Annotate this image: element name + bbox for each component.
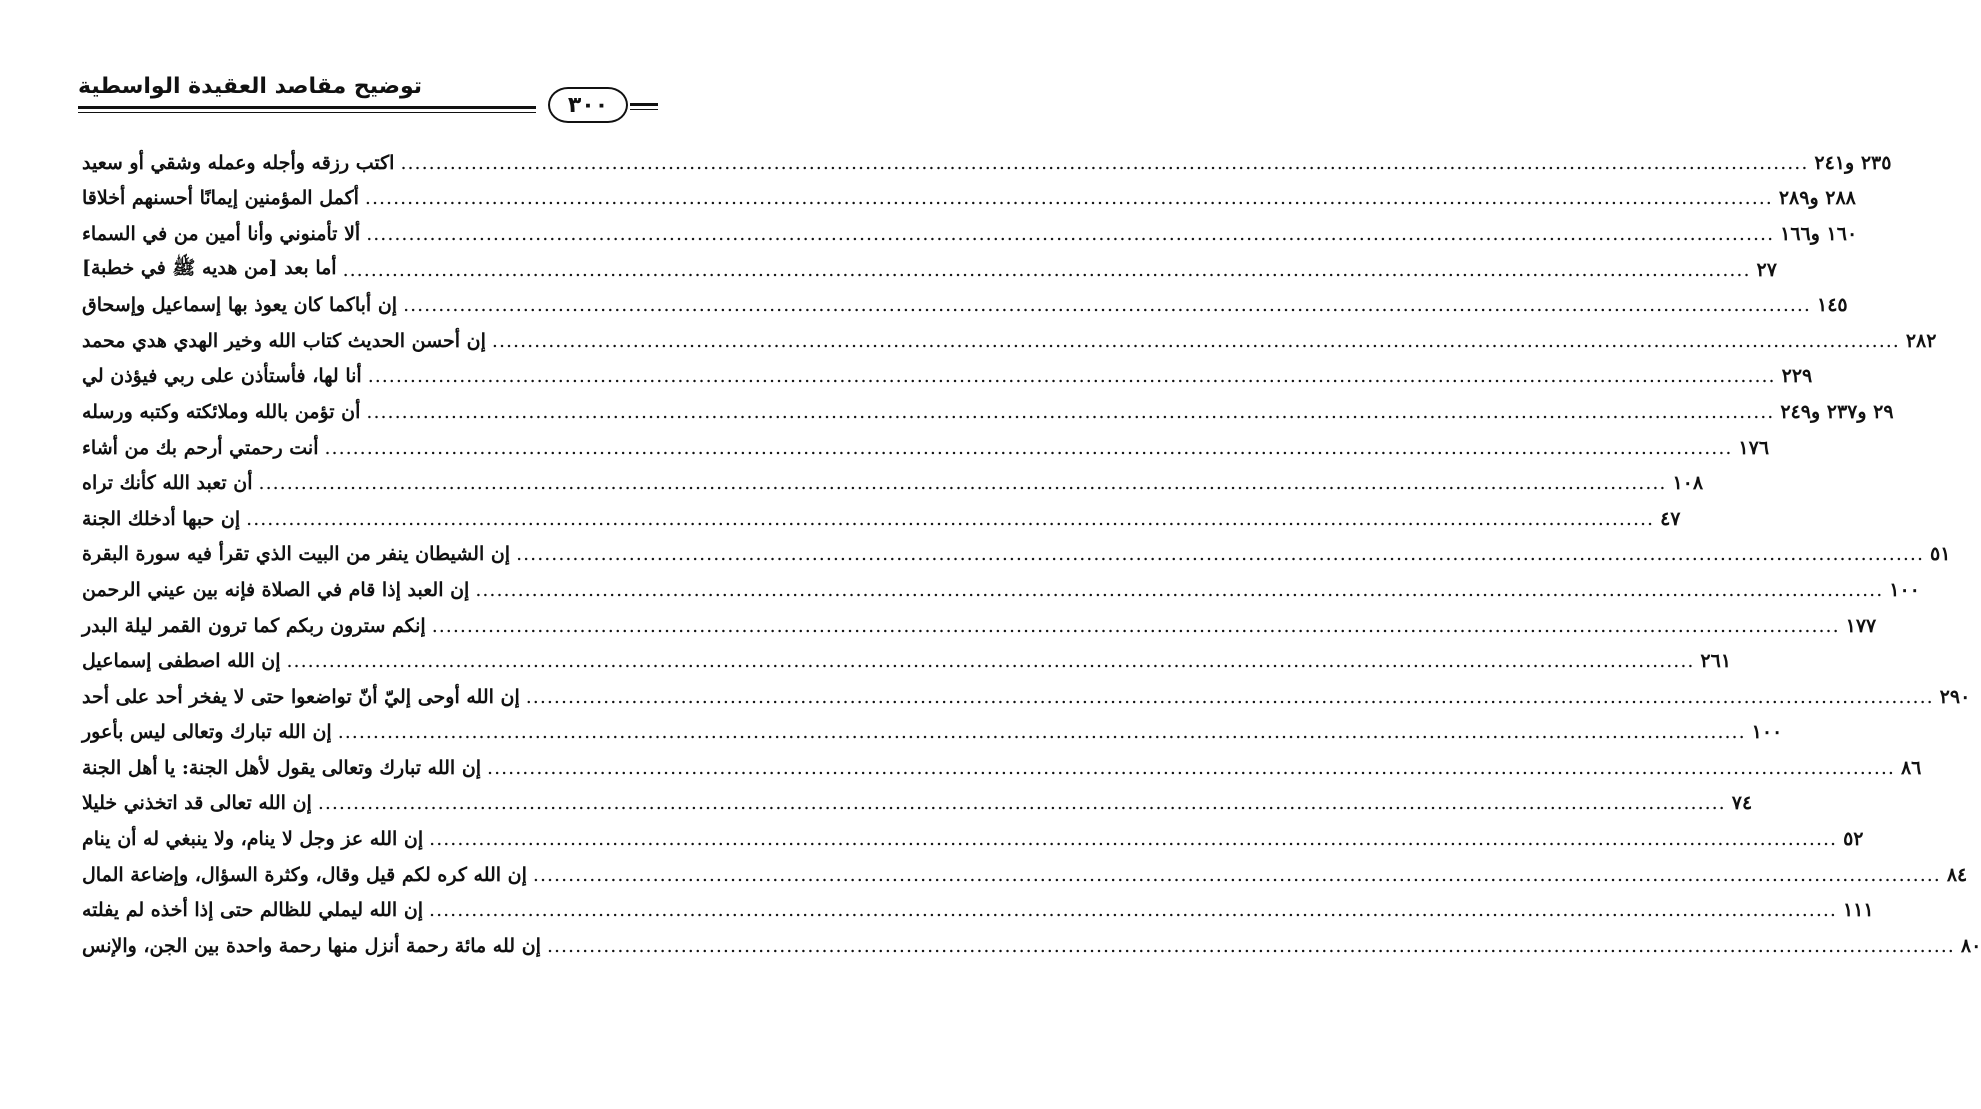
hadith-text: أكمل المؤمنين إيمانًا أحسنهم أخلاقا	[82, 187, 359, 210]
index-entry	[82, 643, 1732, 679]
hadith-text: إن حبها أدخلك الجنة	[82, 507, 241, 530]
index-entry	[82, 679, 1971, 715]
index-entry	[82, 750, 1922, 786]
leader-dots: ........................................................................................................................................................................................................	[403, 294, 1811, 317]
hadith-text: إن الله اصطفى إسماعيل	[82, 650, 281, 673]
hadith-text: أنت رحمتي أرحم بك من أشاء	[82, 436, 319, 459]
page-refs: ١٠٠	[1751, 721, 1783, 744]
page-refs: ٨٠	[1960, 934, 1981, 957]
running-title: توضيح مقاصد العقيدة الواسطية	[78, 74, 423, 99]
hadith-text: إن الله تبارك وتعالى ليس بأعور	[82, 721, 332, 744]
leader-dots: ........................................................................................................................................................................................................	[516, 543, 1925, 566]
leader-dots: ........................................................................................................................................................................................................	[525, 685, 1934, 708]
hadith-index-list	[82, 145, 1981, 964]
hadith-text: إن العبد إذا قام في الصلاة فإنه بين عيني الرحمن	[82, 578, 470, 601]
page-refs: ٨٦	[1900, 756, 1922, 779]
page-number-badge	[548, 87, 628, 123]
index-entry	[82, 928, 1981, 964]
page-number-rule-thick	[630, 103, 658, 106]
index-entry	[82, 821, 1864, 857]
hadith-text: إن الله ليملي للظالم حتى إذا أخذه لم يفلته	[82, 899, 424, 922]
index-entry	[82, 572, 1920, 608]
index-entry	[82, 145, 1892, 181]
page-header	[78, 70, 658, 134]
hadith-text: أنا لها، فأستأذن على ربي فيؤذن لي	[82, 365, 362, 388]
hadith-text: أما بعد [من هديه ﷺ في خطبة]	[82, 256, 337, 279]
leader-dots: ........................................................................................................................................................................................................	[324, 436, 1733, 459]
index-entry	[82, 430, 1770, 466]
leader-dots: ........................................................................................................................................................................................................	[429, 899, 1837, 922]
page-refs: ٢٦١	[1700, 650, 1732, 673]
page-refs: ٥١	[1930, 543, 1951, 566]
page-refs: ٤٧	[1660, 507, 1681, 530]
header-rule-thick	[78, 106, 536, 109]
hadith-text: ألا تأمنوني وأنا أمين من في السماء	[82, 222, 361, 245]
page-refs: ١٧٦	[1738, 436, 1770, 459]
index-entry	[82, 465, 1704, 501]
index-entry	[82, 287, 1848, 323]
page-refs: ٢٢٩	[1781, 365, 1813, 388]
hadith-text: إن الله تبارك وتعالى يقول لأهل الجنة: يا أهل الجنة	[82, 756, 482, 779]
hadith-text: إن أباكما كان يعوذ بها إسماعيل وإسحاق	[82, 294, 398, 317]
index-entry	[82, 216, 1858, 252]
page-refs: ٢٩٠	[1939, 685, 1971, 708]
index-entry	[82, 181, 1856, 217]
page-refs: ٢٨٢	[1905, 329, 1937, 352]
leader-dots: ........................................................................................................................................................................................................	[400, 151, 1809, 174]
page-refs: ١١١	[1842, 899, 1874, 922]
index-entry	[82, 323, 1937, 359]
leader-dots: ........................................................................................................................................................................................................	[286, 650, 1695, 673]
hadith-text: إن الله عز وجل لا ينام، ولا ينبغي له أن ينام	[82, 828, 424, 851]
page-refs: ٧٤	[1731, 792, 1753, 815]
hadith-text: أن تؤمن بالله وملائكته وكتبه ورسله	[82, 400, 361, 423]
leader-dots: ........................................................................................................................................................................................................	[532, 863, 1941, 886]
index-entry	[82, 786, 1753, 822]
hadith-text: أن تعبد الله كأنك تراه	[82, 472, 253, 495]
leader-dots: ........................................................................................................................................................................................................	[364, 187, 1773, 210]
page-number-rule-thin	[630, 109, 658, 110]
leader-dots: ........................................................................................................................................................................................................	[367, 365, 1776, 388]
page-refs: ٢٩ و٢٣٧ و٢٤٩	[1780, 400, 1894, 423]
index-entry	[82, 394, 1894, 430]
index-entry	[82, 608, 1877, 644]
index-entry	[82, 715, 1783, 751]
hadith-text: إنكم سترون ربكم كما ترون القمر ليلة البدر	[82, 614, 426, 637]
index-entry	[82, 537, 1951, 573]
index-entry	[82, 359, 1813, 395]
index-entry	[82, 501, 1681, 537]
leader-dots: ........................................................................................................................................................................................................	[429, 828, 1838, 851]
index-entry	[82, 857, 1968, 893]
page-number: ٣٠٠	[567, 92, 609, 118]
index-entry	[82, 252, 1777, 288]
leader-dots: ........................................................................................................................................................................................................	[475, 578, 1884, 601]
header-rule-thin	[78, 112, 536, 113]
page-refs: ١٦٠ و١٦٦	[1780, 222, 1858, 245]
page-refs: ٢٣٥ و٢٤١	[1814, 151, 1892, 174]
leader-dots: ........................................................................................................................................................................................................	[491, 329, 1900, 352]
leader-dots: ........................................................................................................................................................................................................	[431, 614, 1840, 637]
page-refs: ٨٤	[1946, 863, 1968, 886]
page-refs: ٥٢	[1843, 828, 1864, 851]
hadith-text: إن الله تعالى قد اتخذني خليلا	[82, 792, 312, 815]
leader-dots: ........................................................................................................................................................................................................	[487, 756, 1895, 779]
hadith-text: إن لله مائة رحمة أنزل منها رحمة واحدة بين الجن، والإنس	[82, 934, 541, 957]
page-refs: ١٧٧	[1845, 614, 1877, 637]
leader-dots: ........................................................................................................................................................................................................	[337, 721, 1746, 744]
page-refs: ١٠٠	[1889, 578, 1920, 601]
index-entry	[82, 892, 1874, 928]
leader-dots: ........................................................................................................................................................................................................	[342, 258, 1751, 281]
hadith-text: اكتب رزقه وأجله وعمله وشقي أو سعيد	[82, 151, 395, 174]
page-refs: ٢٨٨ و٢٨٩	[1778, 187, 1856, 210]
leader-dots: ........................................................................................................................................................................................................	[317, 792, 1726, 815]
leader-dots: ........................................................................................................................................................................................................	[366, 222, 1775, 245]
page-refs: ٢٧	[1756, 258, 1777, 281]
leader-dots: ........................................................................................................................................................................................................	[366, 400, 1775, 423]
hadith-text: إن الله كره لكم قيل وقال، وكثرة السؤال، وإضاعة المال	[82, 863, 527, 886]
leader-dots: ........................................................................................................................................................................................................	[246, 507, 1655, 530]
hadith-text: إن أحسن الحديث كتاب الله وخير الهدي هدي محمد	[82, 329, 486, 352]
leader-dots: ........................................................................................................................................................................................................	[546, 934, 1955, 957]
page-refs: ١٤٥	[1816, 294, 1848, 317]
hadith-text: إن الله أوحى إليّ أنّ تواضعوا حتى لا يفخر أحد على أحد	[82, 685, 520, 708]
page-refs: ١٠٨	[1672, 472, 1704, 495]
leader-dots: ........................................................................................................................................................................................................	[258, 472, 1667, 495]
hadith-text: إن الشيطان ينفر من البيت الذي تقرأ فيه سورة البقرة	[82, 543, 511, 566]
